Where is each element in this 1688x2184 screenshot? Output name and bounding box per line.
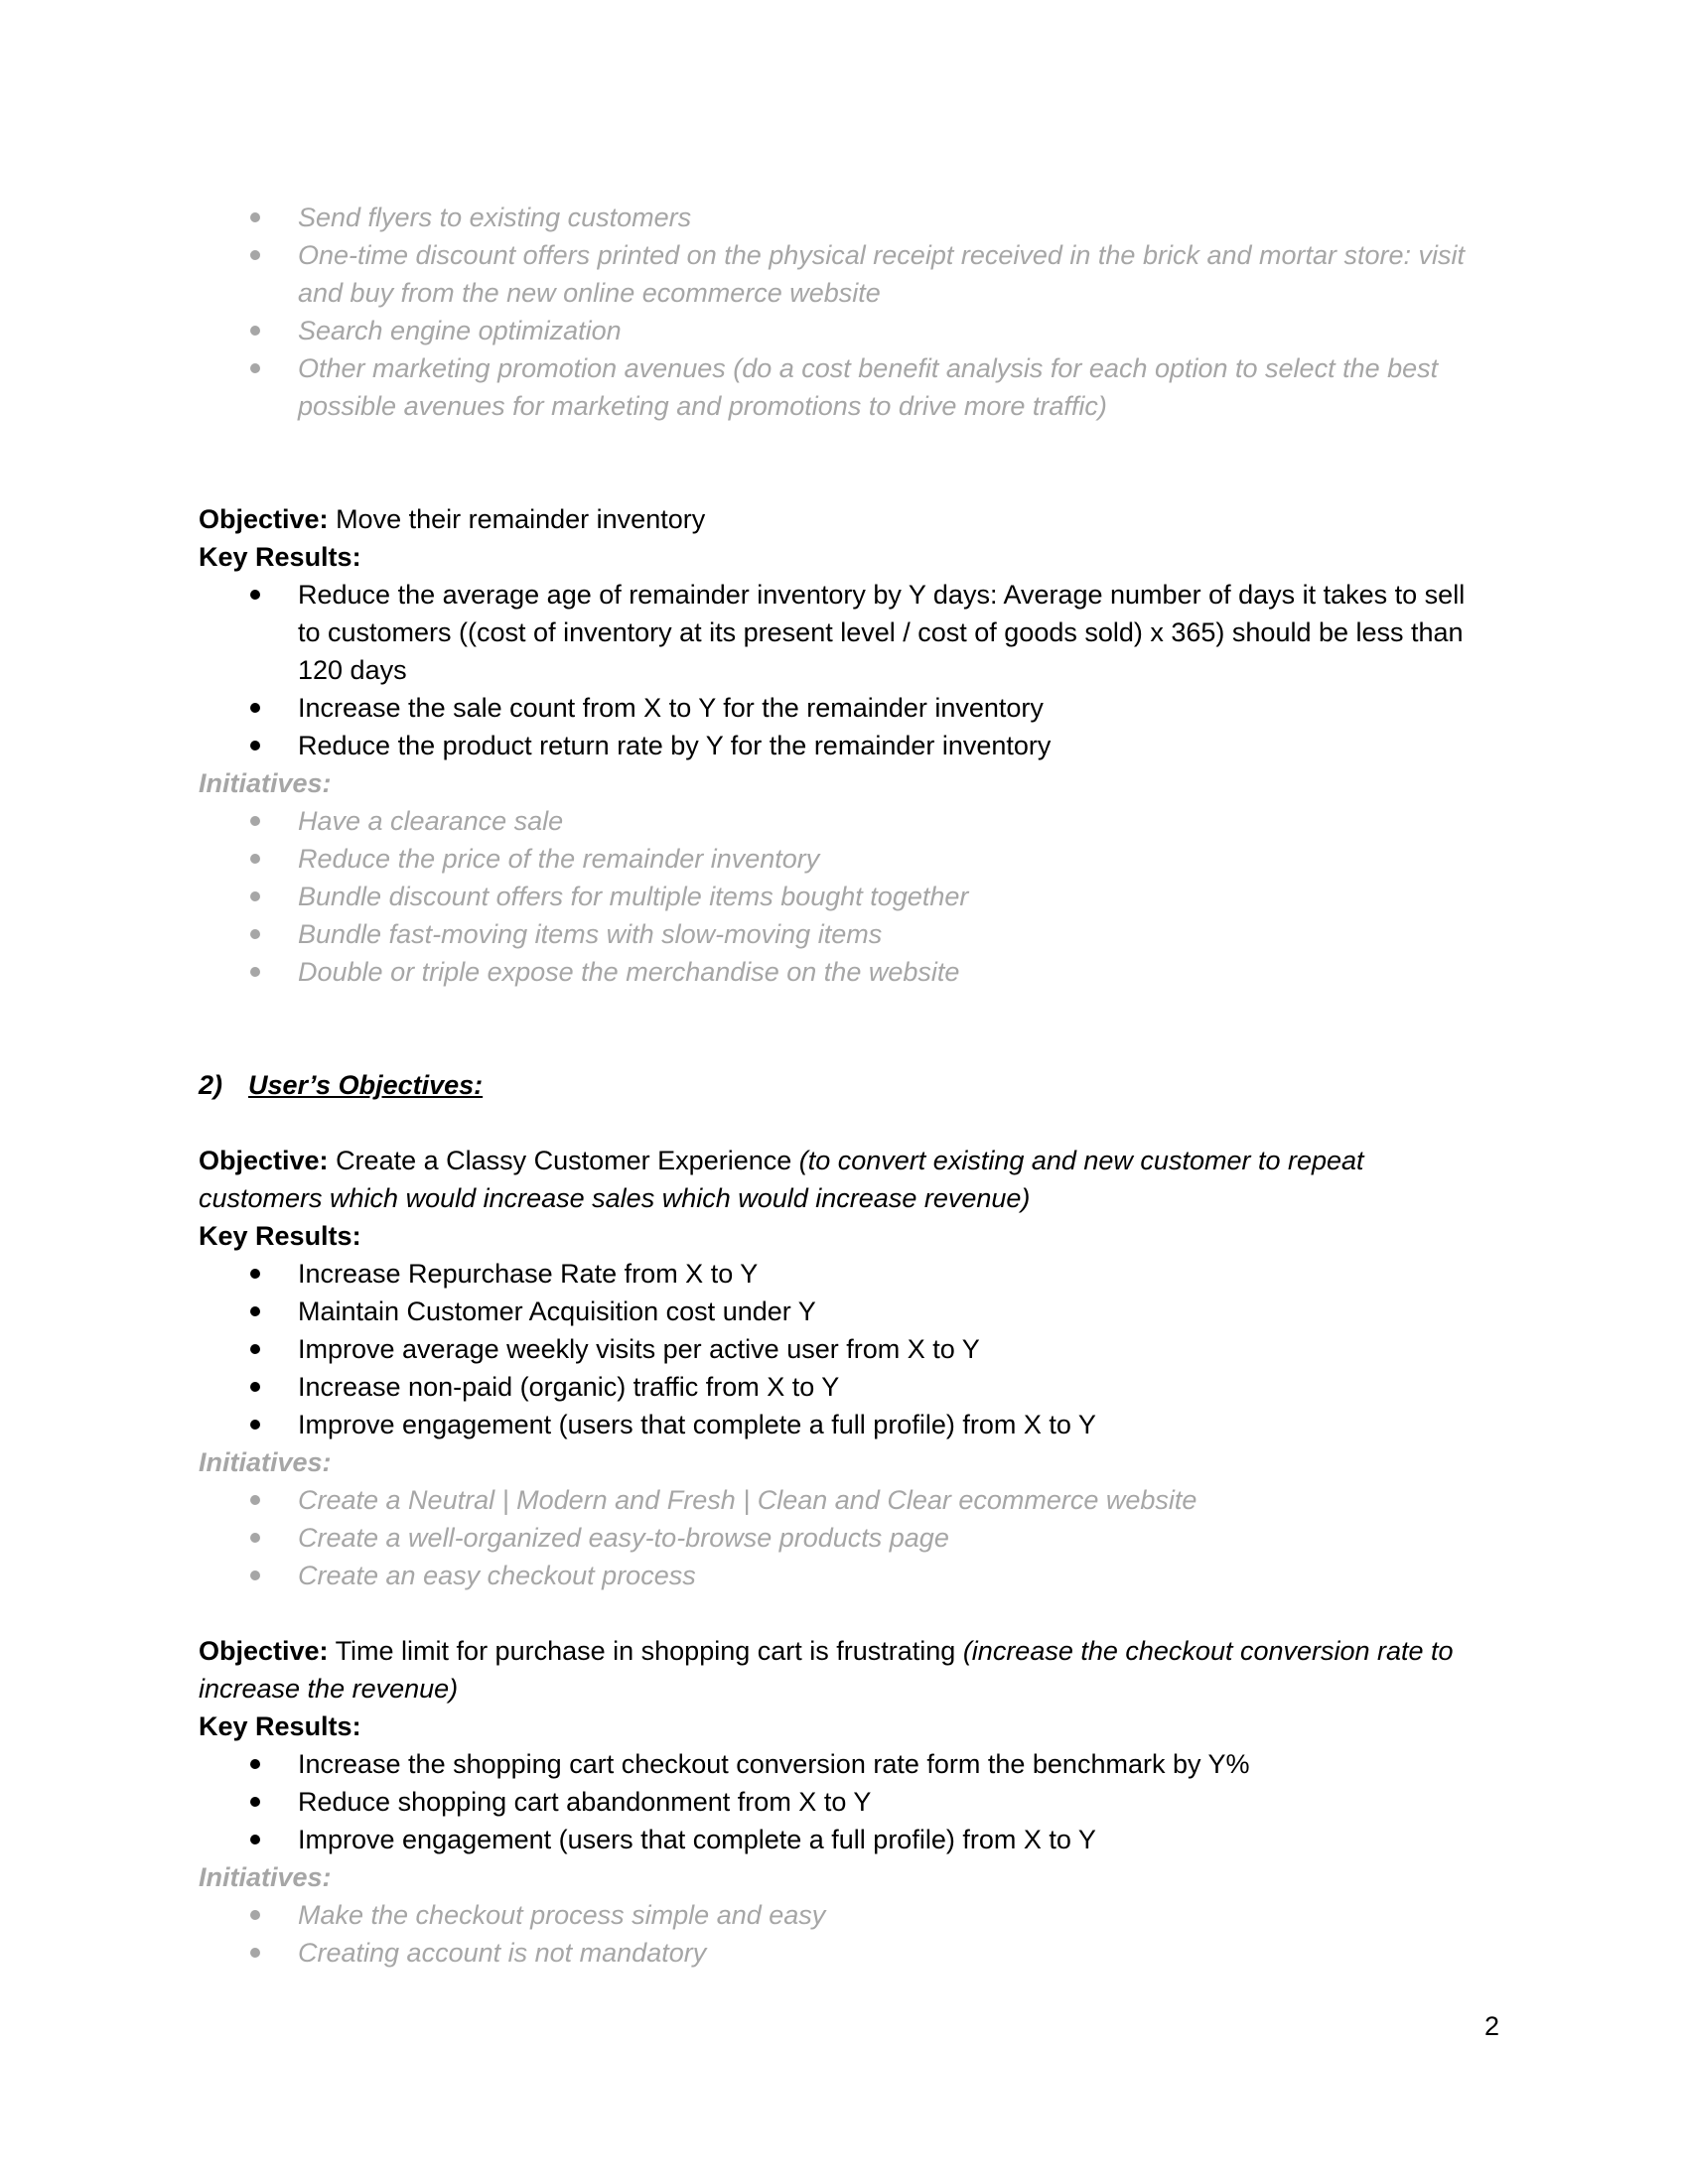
initiatives-list [199,1481,1489,1594]
objective-block-shopping-cart [199,1632,1489,1972]
objective-label: Objective: [199,504,329,534]
objective-label: Objective: [199,1146,329,1175]
list-item: Bundle discount offers for multiple items bought together [199,878,1489,915]
list-item: Reduce the average age of remainder inventory by Y days: Average number of days it takes to sell to customers ((cost of inventory at its present level / cost of goods sold) x 365) should be less than 120 days [199,576,1489,689]
list-item: Improve engagement (users that complete a full profile) from X to Y [199,1406,1489,1443]
key-results-label: Key Results: [199,1711,361,1741]
section-heading [199,1066,1489,1104]
objective-line [199,500,1489,538]
section-title: User’s Objectives: [248,1070,484,1100]
page-number: 2 [1483,2011,1499,2041]
objective-note: (to convert existing and new customer to repeat customers which would increase sales which would increase revenue) [199,1146,1364,1213]
list-item: Increase Repurchase Rate from X to Y [199,1255,1489,1293]
objective-text: Create a Classy Customer Experience [336,1146,799,1175]
list-item: Reduce the product return rate by Y for the remainder inventory [199,727,1489,764]
initiatives-list [199,802,1489,991]
list-item: Have a clearance sale [199,802,1489,840]
list-item: Other marketing promotion avenues (do a cost benefit analysis for each option to select the best possible avenues for marketing and promotions to drive more traffic) [199,349,1489,425]
list-item: Improve average weekly visits per active user from X to Y [199,1330,1489,1368]
list-item: Reduce shopping cart abandonment from X to Y [199,1783,1489,1821]
objective-block-inventory [199,500,1489,991]
list-item: Create a well-organized easy-to-browse products page [199,1519,1489,1557]
objective-text: Move their remainder inventory [336,504,706,534]
objective-block-customer-experience [199,1142,1489,1594]
initiatives-label: Initiatives: [199,1862,332,1892]
list-item: Increase the shopping cart checkout conversion rate form the benchmark by Y% [199,1745,1489,1783]
list-item: Increase non-paid (organic) traffic from X to Y [199,1368,1489,1406]
objective-line [199,1142,1489,1217]
list-item: Make the checkout process simple and easy [199,1896,1489,1934]
list-item: Bundle fast-moving items with slow-moving items [199,915,1489,953]
list-item: Create an easy checkout process [199,1557,1489,1594]
intro-initiatives-list [199,199,1489,425]
initiatives-label: Initiatives: [199,1447,332,1477]
section-number: 2) [199,1070,223,1100]
key-results-label: Key Results: [199,542,361,572]
objective-text: Time limit for purchase in shopping cart is frustrating [335,1636,963,1666]
list-item: Double or triple expose the merchandise on the website [199,953,1489,991]
initiatives-list [199,1896,1489,1972]
list-item: Creating account is not mandatory [199,1934,1489,1972]
objective-note: (increase the checkout conversion rate to increase the revenue) [199,1636,1454,1704]
list-item: Reduce the price of the remainder inventory [199,840,1489,878]
objective-label: Objective: [199,1636,329,1666]
list-item: Create a Neutral | Modern and Fresh | Clean and Clear ecommerce website [199,1481,1489,1519]
key-results-list [199,576,1489,764]
objective-line [199,1632,1489,1707]
key-results-label: Key Results: [199,1221,361,1251]
list-item: Search engine optimization [199,312,1489,349]
key-results-list [199,1745,1489,1858]
list-item: Improve engagement (users that complete a full profile) from X to Y [199,1821,1489,1858]
list-item: Maintain Customer Acquisition cost under Y [199,1293,1489,1330]
list-item: One-time discount offers printed on the physical receipt received in the brick and mortar store: visit and buy from the new online ecommerce website [199,236,1489,312]
list-item: Increase the sale count from X to Y for the remainder inventory [199,689,1489,727]
key-results-list [199,1255,1489,1443]
initiatives-label: Initiatives: [199,768,332,798]
list-item: Send flyers to existing customers [199,199,1489,236]
